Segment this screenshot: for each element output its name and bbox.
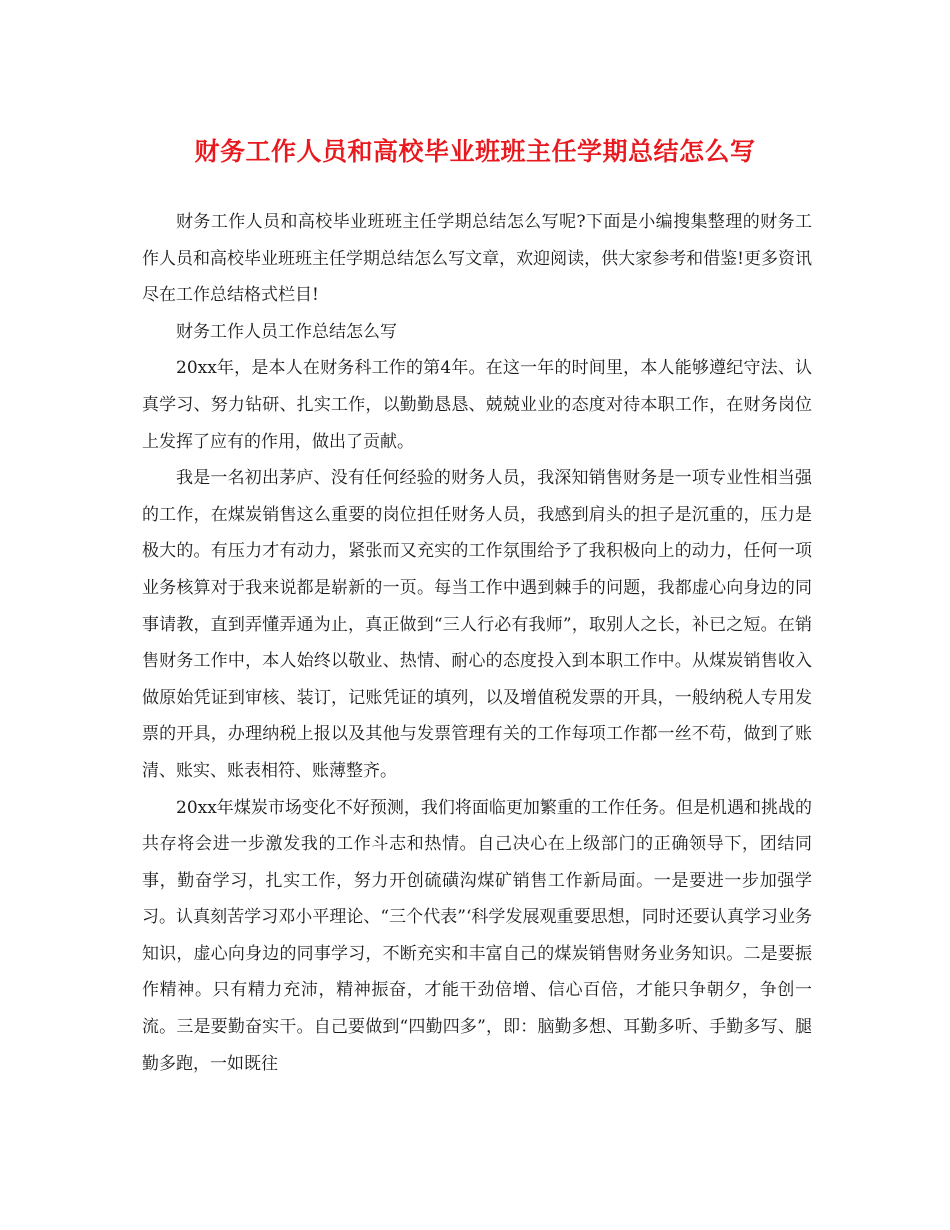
paragraph: 20xx年，是本人在财务科工作的第4年。在这一年的时间里，本人能够遵纪守法、认真学习、努力钻研、扎实工作，以勤勤恳恳、兢兢业业的态度对待本职工作，在财务岗位上发挥了应有的作用，做出了贡献。 [142,358,812,452]
paragraph: 我是一名初出茅庐、没有任何经验的财务人员，我深知销售财务是一项专业性相当强的工作，在煤炭销售这么重要的岗位担任财务人员，我感到肩头的担子是沉重的，压力是极大的。有压力才有动力，紧张而又充实的工作氛围给予了我积极向上的动力，任何一项业务核算对于我来说都是崭新的一页。每当工作中遇到棘手的问题，我都虚心向身边的同事请教，直到弄懂弄通为止，真正做到“三人行必有我师”，取别人之长，补已之短。在销售财务工作中，本人始终以敬业、热情、耐心的态度投入到本职工作中。从煤炭销售收入做原始凭证到审核、装订，记账凭证的填列，以及增值税发票的开具，一般纳税人专用发票的开具，办理纳税上报以及其他与发票管理有关的工作每项工作都一丝不苟，做到了账清、账实、账表相符、账薄整齐。 [142,468,812,781]
document-body [142,204,812,1082]
section-heading: 财务工作人员工作总结怎么写 [176,321,397,342]
paragraph: 20xx年煤炭市场变化不好预测，我们将面临更加繁重的工作任务。但是机遇和挑战的共存将会进一步激发我的工作斗志和热情。自己决心在上级部门的正确领导下，团结同事，勤奋学习，扎实工作，努力开创硫磺沟煤矿销售工作新局面。一是要进一步加强学习。认真刻苦学习邓小平理论、“三个代表”‘科学发展观重要思想，同时还要认真学习业务知识，虚心向身边的同事学习，不断充实和丰富自己的煤炭销售财务业务知识。二是要振作精神。只有精力充沛，精神振奋，才能干劲倍增、信心百倍，才能只争朝夕，争创一流。三是要勤奋实干。自己要做到“四勤四多”，即：脑勤多想、耳勤多听、手勤多写、腿勤多跑，一如既往 [142,797,812,1074]
document-title: 财务工作人员和高校毕业班班主任学期总结怎么写 [194,137,756,166]
paragraph-intro: 财务工作人员和高校毕业班班主任学期总结怎么写呢?下面是小编搜集整理的财务工作人员和高校毕业班班主任学期总结怎么写文章，欢迎阅读，供大家参考和借鉴!更多资讯尽在工作总结格式栏目! [142,212,812,306]
